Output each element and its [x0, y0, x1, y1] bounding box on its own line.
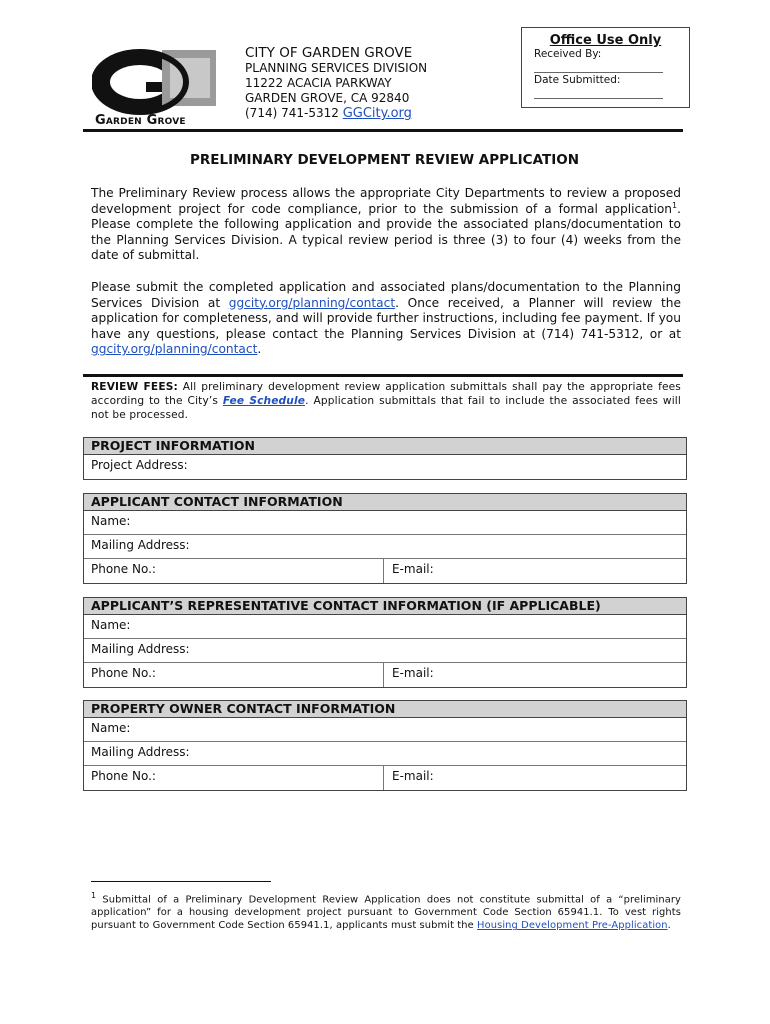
representative-phone-email-row[interactable]: Phone No.: E-mail: — [84, 663, 686, 687]
website-link[interactable]: GGCity.org — [342, 106, 412, 121]
footnote-divider — [91, 881, 271, 882]
received-by-line — [534, 72, 663, 73]
owner-name-field[interactable]: Name: — [84, 718, 686, 742]
applicant-name-field[interactable]: Name: — [84, 511, 686, 535]
applicant-contact-section — [83, 493, 687, 584]
address-line: GARDEN GROVE, CA 92840 — [245, 91, 410, 105]
applicant-phone-email-row[interactable]: Phone No.: E-mail: — [84, 559, 686, 583]
applicant-mailing-field[interactable]: Mailing Address: — [84, 535, 686, 559]
project-information-section — [83, 437, 687, 480]
office-use-box — [521, 27, 690, 108]
section-heading: APPLICANT’S REPRESENTATIVE CONTACT INFORMATION (IF APPLICABLE) — [84, 598, 686, 615]
city-address-block — [245, 46, 427, 121]
contact-link[interactable]: ggcity.org/planning/contact — [228, 295, 396, 310]
representative-contact-section — [83, 597, 687, 688]
address-line: 11222 ACACIA PARKWAY — [245, 76, 392, 90]
section-heading: PROPERTY OWNER CONTACT INFORMATION — [84, 701, 686, 718]
footnote-ref[interactable]: 1 — [672, 200, 678, 210]
page-title: PRELIMINARY DEVELOPMENT REVIEW APPLICATION — [189, 152, 579, 168]
date-submitted-label: Date Submitted: — [534, 74, 621, 86]
fees-divider — [83, 374, 683, 377]
owner-contact-section — [83, 700, 687, 791]
review-fees-notice: REVIEW FEES: All preliminary development review application submittals shall pay the appropriate fees according to the City’s Fee Schedule. Application submittals that fail to include the associated fees will not be processed. — [91, 381, 681, 421]
logo-wordmark: Garden Grove — [95, 113, 186, 128]
office-use-title: Office Use Only — [549, 33, 662, 48]
representative-mailing-field[interactable]: Mailing Address: — [84, 639, 686, 663]
address-line: CITY OF GARDEN GROVE — [245, 45, 413, 61]
section-heading: PROJECT INFORMATION — [84, 438, 686, 455]
date-submitted-line — [534, 98, 663, 99]
owner-phone-email-row[interactable]: Phone No.: E-mail: — [84, 766, 686, 790]
contact-link[interactable]: ggcity.org/planning/contact — [91, 342, 258, 357]
intro-paragraph-2: Please submit the completed application and associated plans/documentation to the Planning Services Division at ggcity.org/planning/contact. Once received, a Planner will review the application for completeness, and will provide further instructions, including fee payment. If you have any questions, please contact the Planning Services Division at (714) 741-5312, or at ggcity.org/planning/contact. — [91, 280, 681, 357]
project-address-field[interactable]: Project Address: — [91, 458, 188, 472]
header-divider — [83, 129, 683, 132]
owner-mailing-field[interactable]: Mailing Address: — [84, 742, 686, 766]
housing-preapplication-link[interactable]: Housing Development Pre-Application — [477, 920, 668, 932]
footnote: $^1$ Submittal of a Preliminary Development Review Application does not constitute submittal of a “preliminary application” for a housing development project pursuant to Government Code Section 65941.1. To vest rights pursuant to Government Code Section 65941.1, applicants must submit the Housing Development Pre-Application. — [91, 891, 681, 932]
address-line: PLANNING SERVICES DIVISION — [245, 61, 428, 75]
city-phone: (714) 741-5312 — [245, 106, 339, 120]
representative-name-field[interactable]: Name: — [84, 615, 686, 639]
intro-paragraph-1: The Preliminary Review process allows the appropriate City Departments to review a proposed development project for code compliance, prior to the submission of a formal application$^1$. Please complete the following application and provide the associated plans/documentation to the Planning Services Division. A typical review period is three (3) to four (4) weeks from the date of submittal. — [91, 186, 681, 263]
received-by-label: Received By: — [534, 48, 602, 60]
fee-schedule-link[interactable]: Fee Schedule — [222, 395, 306, 407]
section-heading: APPLICANT CONTACT INFORMATION — [84, 494, 686, 511]
